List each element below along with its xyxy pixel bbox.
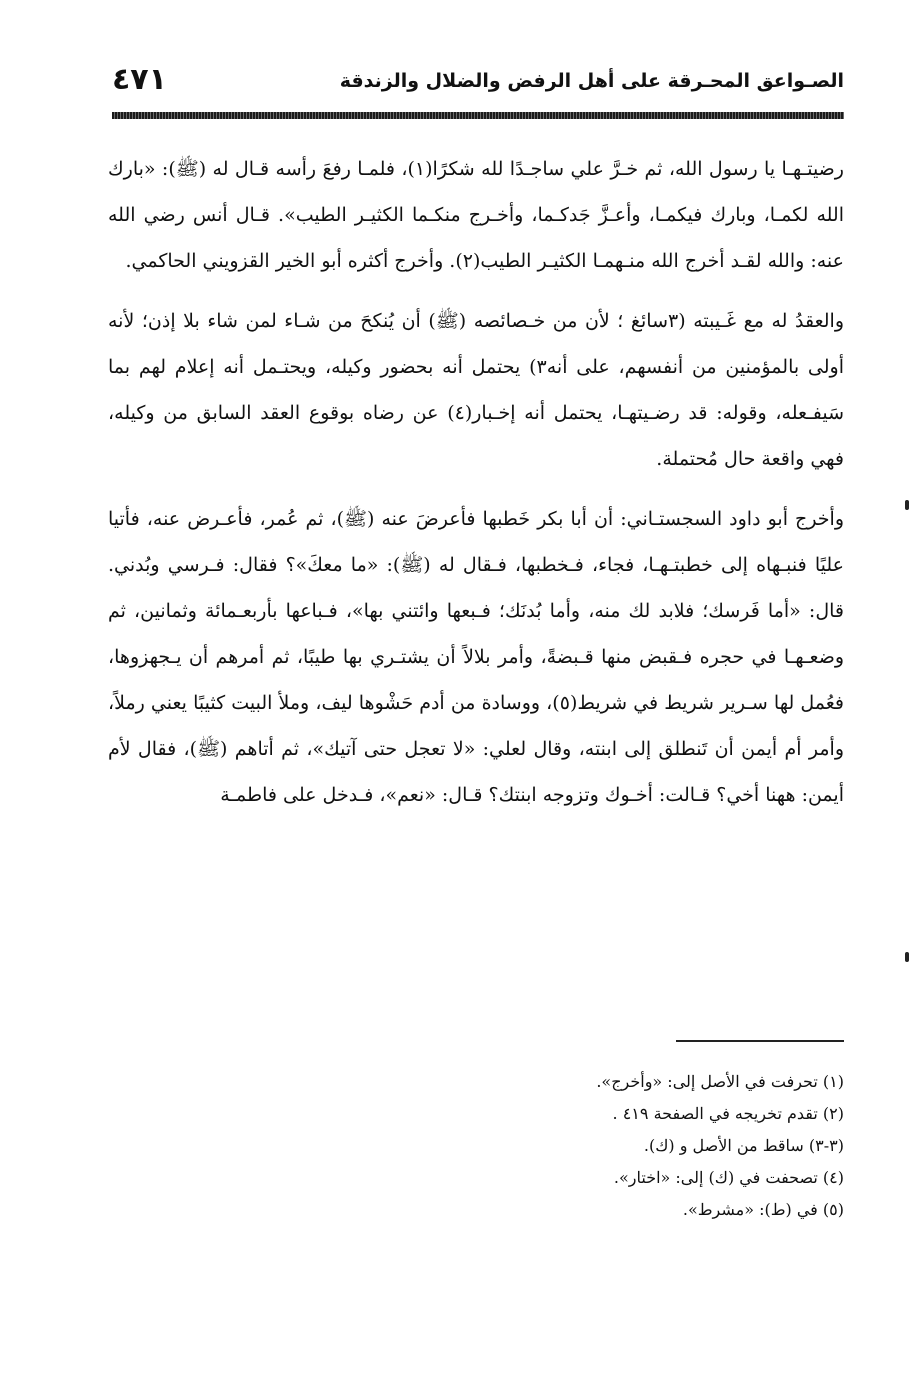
footnote: (١) تحرفت في الأصل إلى: «وأخرج». xyxy=(596,1072,844,1091)
footnote: (٤) تصحفت في (ك) إلى: «اختار». xyxy=(613,1168,844,1187)
header-rule xyxy=(112,112,844,119)
footnotes xyxy=(300,1066,844,1226)
paragraph: وأخرج أبو داود السجستـاني: أن أبا بكر خَطبها فأعرضَ عنه (ﷺ)، ثم عُمر، فأعـرض عنه، فأتيا عليًا فنبـهاه إلى خطبتـهـا، فجاء، فـخطبها، فـقال له (ﷺ): «ما معكَ»؟ فقال: فـرسي وبُدني. قال: «أما فَرسك؛ فلابد لك منه، وأما بُدنَك؛ فـبعها وائتني بها»، فـباعها بأربعـمائة وثمانين، ثم وضعـهـا في حجره فـقبض منها قـبضةً، وأمر بلالاً أن يشتـري بها طيبًا، ثم أمرهم أن يـجهزوها، فعُمل لها سـرير شريط في شريط(٥)، ووسادة من أدم حَشْوها ليف، وملأ البيت كثيبًا يعني رملاً، وأمر أم أيمن أن تَنطلق إلى ابنته، وقال لعلي: «لا تعجل حتى آتيك»، ثم أتاهم (ﷺ)، فقال لأم أيمن: ههنا أخي؟ قـالت: أخـوك وتزوجه ابنتك؟ قـال: «نعم»، فـدخل على فاطمـة xyxy=(108,508,844,806)
paragraph: رضيتـهـا يا رسول الله، ثم خـرَّ علي ساجـدًا لله شكرًا(١)، فلمـا رفعَ رأسه قـال له (ﷺ): «بارك الله لكمـا، وبارك فيكمـا، وأعـزَّ جَدكـما، وأخـرج منكـما الكثيـر الطيب». قـال أنس رضي الله عنه: والله لقـد أخرج الله منـهمـا الكثيـر الطيب(٢). وأخرج أكثره أبو الخير القزويني الحاكمي. xyxy=(108,158,844,272)
footnote-separator xyxy=(676,1040,844,1042)
footnote: (٣-٣) ساقط من الأصل و (ك). xyxy=(643,1136,844,1155)
main-text xyxy=(108,146,844,832)
page-header xyxy=(112,62,844,110)
paragraph: والعقدُ له مع غَـيبته (٣سائغ ؛ لأن من خـصائصه (ﷺ) أن يُنكحَ من شـاء لمن شاء بلا إذن؛ لأنه أولى بالمؤمنين من أنفسهم، على أنه٣) يحتمل أنه بحضور وكيله، ويحتـمل أنه إعلام لهم بما سَيفـعله، وقوله: قد رضـيتهـا، يحتمل أنه إخـبار(٤) عن رضاه بوقوع العقد السابق من وكيله، فهي واقعة حال مُحتملة. xyxy=(108,310,845,470)
running-title: الصـواعق المحـرقة على أهل الرفض والضلال والزندقة xyxy=(339,70,844,92)
margin-speck xyxy=(905,500,909,510)
footnote: (٢) تقدم تخريجه في الصفحة ٤١٩ . xyxy=(612,1104,844,1123)
page-number: ٤٧١ xyxy=(112,62,167,97)
margin-speck xyxy=(905,952,909,962)
footnote: (٥) في (ط): «مشرط». xyxy=(682,1200,844,1219)
